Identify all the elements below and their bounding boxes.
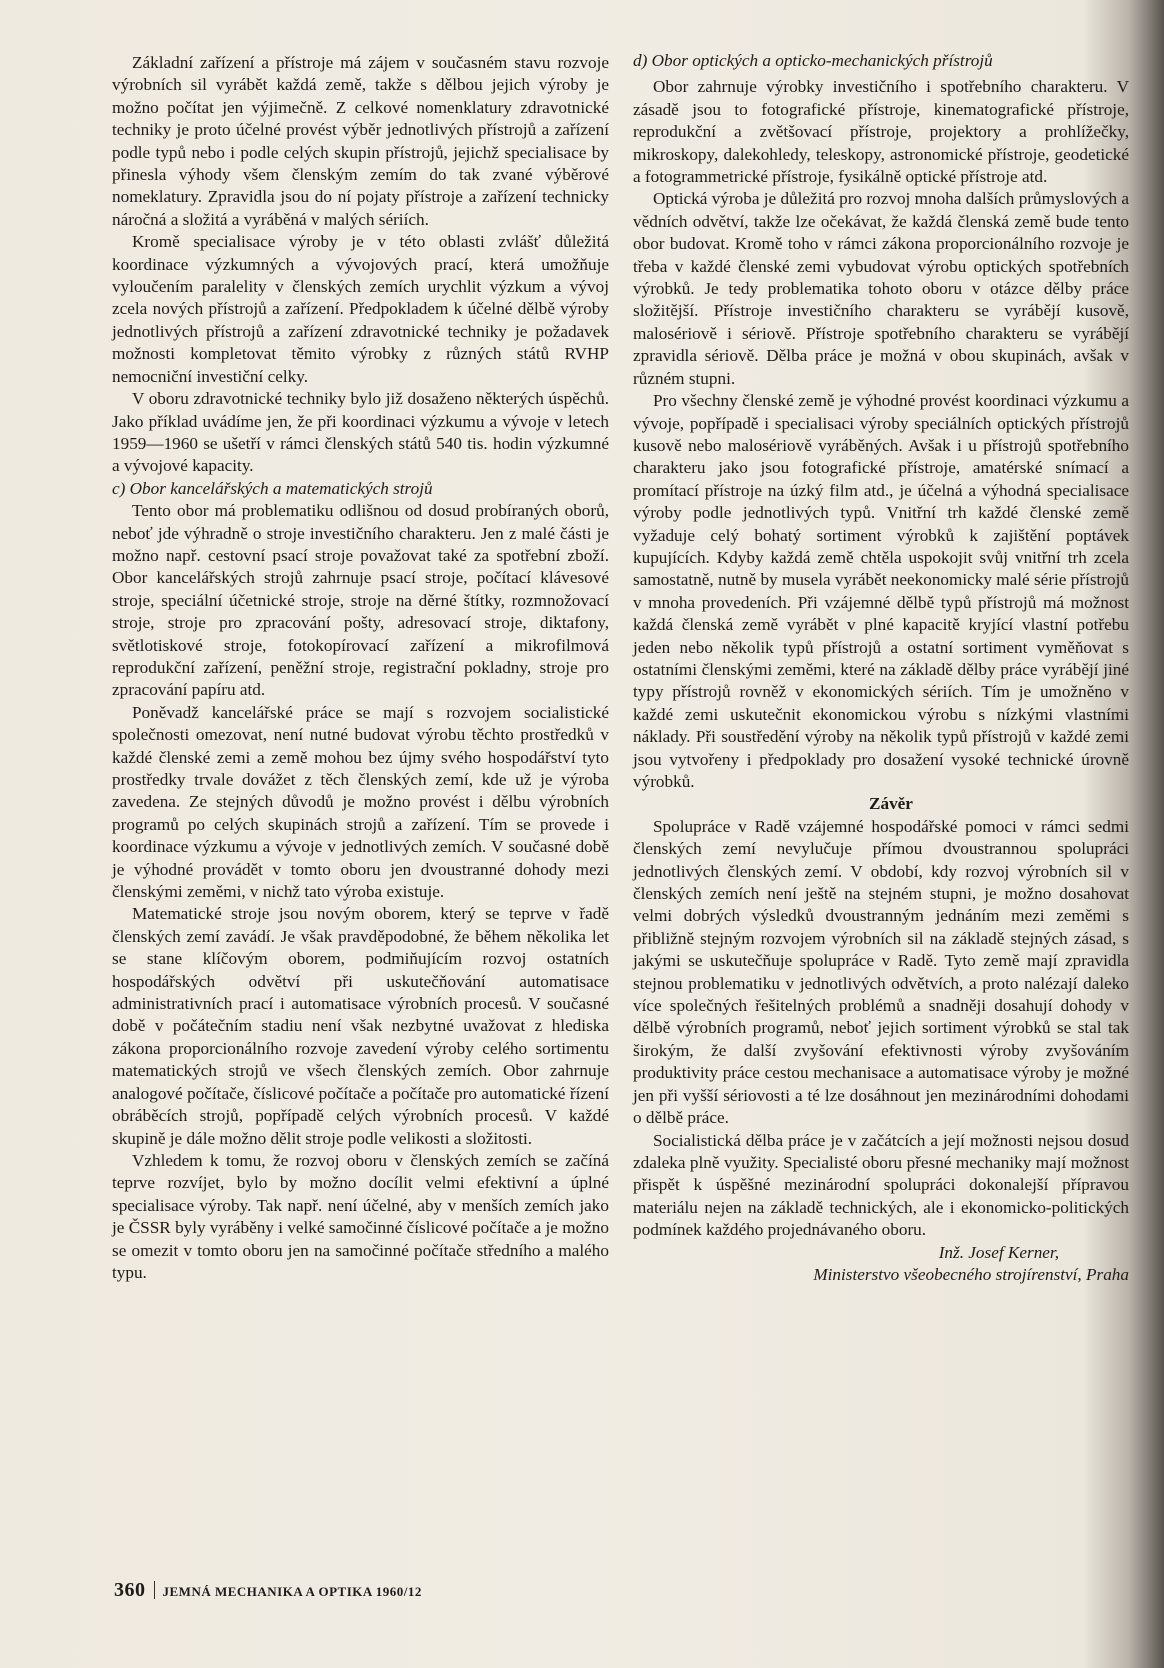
paragraph-office-machines: Tento obor má problematiku odlišnou od dosud probíraných oborů, neboť jde výhradně o stroje investičního charakteru. Jen z malé části je možno např. cestovní psací stroje považovat také za spotřební zboží. Obor kancelářských strojů zahrnuje psací stroje, počítací klávesové stroje, speciální účetnické stroje, stroje na děrné štítky, rozmnožovací stroje, stroje pro zpracování pošty, adresovací stroje, diktafony, světlotiskové stroje, fotokopírovací zařízení a mikrofilmová reprodukční zařízení, peněžní stroje, registrační pokladny, stroje pro zpracování papíru atd. (112, 501, 609, 700)
paragraph-coordination: Kromě specialisace výroby je v této oblasti zvlášť důležitá koordinace výzkumných a vývojových prací, která umožňuje vyloučením paralelity v členských zemích urychlit výzkum a vývoj zcela nových přístrojů a zařízení. Předpokladem k účelné dělbě výroby jednotlivých přístrojů a zařízení zdravotnické techniky je požadavek možnosti kompletovat těmito výrobky z různých států RVHP nemocniční investiční celky. (112, 232, 609, 386)
paragraph-health-tech: V oboru zdravotnické techniky bylo již dosaženo některých úspěchů. Jako příklad uvádíme jen, že při koordinaci výzkumu a vývoje v letech 1959—1960 se ušetří v rámci členských států 540 tis. hodin výzkumné a vývojové kapacity. (112, 389, 609, 476)
paragraph-office-division: Poněvadž kancelářské práce se mají s rozvojem socialistické společnosti omezovat, není nutné budovat výrobu těchto prostředků v každé členské zemi a země mohou bez újmy svého hospodářství tyto prostředky trvale dovážet z těch členských zemí, kde už je výroba zavedena. Ze stejných důvodů je možno provést i dělbu výrobních programů po celých skupinách strojů a zařízení. Tím se provede i koordinace výzkumu a vývoje v jednotlivých zemích. V současné době je výhodné provádět v tomto oboru jen dvoustranné dohody mezi členskými zeměmi, v nichž tato výroba existuje. (112, 702, 609, 902)
paragraph-intro: Základní zařízení a přístroje má zájem v současném stavu rozvoje výrobních sil vyrábět každá země, takže s dělbou jejich výroby je možno počítat jen výjimečně. Z celkové nomenklatury zdravotnické techniky je proto účelné provést výběr jednotlivých přístrojů a zařízení podle typů nebo i podle celých skupin přístrojů, jejichž specialisace by přinesla výhody všem členským zemím do tak zvané výběrové nomeklatury. Zpravidla jsou do ní pojaty přístroje a zařízení technicky náročná a složitá a vyráběná v malých sériích. (112, 53, 609, 229)
journal-title: JEMNÁ MECHANIKA A OPTIKA 1960/12 (162, 1584, 422, 1599)
page-footer (114, 1578, 422, 1602)
author-name: Inž. Josef Kerner, (938, 1242, 1059, 1262)
paragraph-specialisation: Vzhledem k tomu, že rozvoj oboru v členských zemích se začíná teprve rozvíjet, bylo by možno docílit velmi efektivní a úplné specialisace výroby. Tak např. není účelné, aby v menších zemích jako je ČSSR byly vyráběny i velké samočinné číslicové počítače a je možno se omezit v tomto oboru jen na samočinné počítače středního a malého typu. (112, 1150, 609, 1282)
right-column (633, 50, 1129, 1286)
page-number: 360 (114, 1579, 146, 1601)
paragraph-optics-coordination: Pro všechny členské země je výhodné provést koordinaci výzkumu a vývoje, popřípadě i specialisaci výroby speciálních optických přístrojů kusově nebo malosériově vyráběných. Avšak i u přístrojů spotřebního charakteru jako jsou fotografické přístroje, amatérské snímací a promítací přístroje na úzký film atd., je účelná a výhodná specialisace výroby podle jednotlivých typů. Vnitřní trh každé členské země vyžaduje celý bohatý sortiment výrobků k zajištění poptávek kupujících. Kdyby každá země chtěla uspokojit svůj vnitřní trh zcela samostatně, nutně by musela vyrábět neekonomicky malé série přístrojů v mnoha provedeních. Při vzájemné dělbě typů přístrojů má možnost každá členská země vyrábět v plné kapacitě kryjící vlastní potřebu jeden nebo několik typů přístrojů a ostatní sortiment vyměňovat s ostatními členskými zeměmi, které na základě dělby práce vyrábějí jiné typy přístrojů rovněž v ekonomických sériích. Tím je umožněno v každé zemi uskutečnit ekonomickou výrobu s nízkými vlastními náklady. Při soustředění výroby na několik typů přístrojů v každé zemi jsou vytvořeny i předpoklady pro dosažení vysoké technické úrovně výrobků. (633, 391, 1129, 791)
paragraph-conclusion-2: Socialistická dělba práce je v začátcích a její možnosti nejsou dosud zdaleka plně využity. Specialisté oboru přesné mechaniky mají možnost přispět k úspěšné mezinárodní spolupráci dokonalejší přípravou materiálu nejen na základě technických, ale i ekonomicko-politických podmínek každého projednávaného oboru. (633, 1130, 1129, 1240)
conclusion-heading: Závěr (869, 794, 913, 814)
section-heading-d: d) Obor optických a opticko-mechanických přístrojů (633, 51, 993, 70)
paragraph-conclusion-1: Spolupráce v Radě vzájemné hospodářské pomoci v rámci sedmi členských zemí nevylučuje přímou dvoustrannou spolupráci jednotlivých členských zemí. V období, kdy rozvoj výrobních sil v členských zemích není ještě na stejném stupni, je možno dosahovat velmi dobrých výsledků dvoustranným jednáním mezi zeměmi s přibližně stejným rozvojem výrobních sil na základě stejných zásad, s jakými se uskutečňuje spolupráce v Radě. Tyto země mají zpravidla stejnou problematiku v jednotlivých odvětvích, a proto nalézají daleko více společných řešitelných problémů a snadněji dosahují dohody v dělbě výrobních programů, neboť jejich sortiment výrobků se stal tak širokým, že další zvyšování efektivnosti výroby zvyšováním produktivity práce cestou mechanisace a automatisace výroby je možné jen při vyšší sériovosti a té lze dosáhnout jen mezinárodními dohodami o dělbě práce. (633, 816, 1129, 1128)
left-column (112, 52, 609, 1284)
author-affiliation: Ministerstvo všeobecného strojírenství, Praha (813, 1264, 1129, 1284)
footer-divider (154, 1581, 155, 1599)
section-heading-c: c) Obor kancelářských a matematických strojů (112, 478, 433, 498)
paragraph-optics-importance: Optická výroba je důležitá pro rozvoj mnoha dalších průmyslových a vědních odvětví, takže lze očekávat, že každá členská země bude tento obor budovat. Kromě toho v rámci zákona proporcionálního rozvoje je třeba v každé členské zemi vybudovat výrobu optických spotřebních výrobků. Je tedy problematika tohoto oboru v otázce dělby práce složitější. Přístroje investičního charakteru se vyrábějí kusově, malosériově i sériově. Přístroje spotřebního charakteru se vyrábějí zpravidla sériově. Dělba práce je možná v obou skupinách, avšak v různém stupni. (633, 189, 1129, 388)
paragraph-math-machines: Matematické stroje jsou novým oborem, který se teprve v řadě členských zemí zavádí. Je však pravděpodobné, že během několika let se stane klíčovým oborem, podmiňujícím rozvoj ostatních hospodářských odvětví při uskutečňování automatisace administrativních prací i automatisace výrobních procesů. V současné době v počátečním stadiu není však nezbytné uvažovat z hlediska zákona proporcionálního rozvoje zavedení výroby celého sortimentu matematických strojů ve všech členských zemích. Obor zahrnuje analogové počítače, číslicové počítače a počítače pro automatické řízení obráběcích strojů, popřípadě celých výrobních procesů. V každé skupině je dále možno dělit stroje podle velikosti a složitosti. (112, 904, 609, 1148)
paragraph-optics-scope: Obor zahrnuje výrobky investičního i spotřebního charakteru. V zásadě jsou to fotografické přístroje, kinematografické přístroje, reprodukční a zvětšovací přístroje, projektory a prohlížečky, mikroskopy, dalekohledy, teleskopy, astronomické přístroje, geodetické a fotogrammetrické přístroje, fysikálně optické přístroje atd. (633, 77, 1129, 187)
